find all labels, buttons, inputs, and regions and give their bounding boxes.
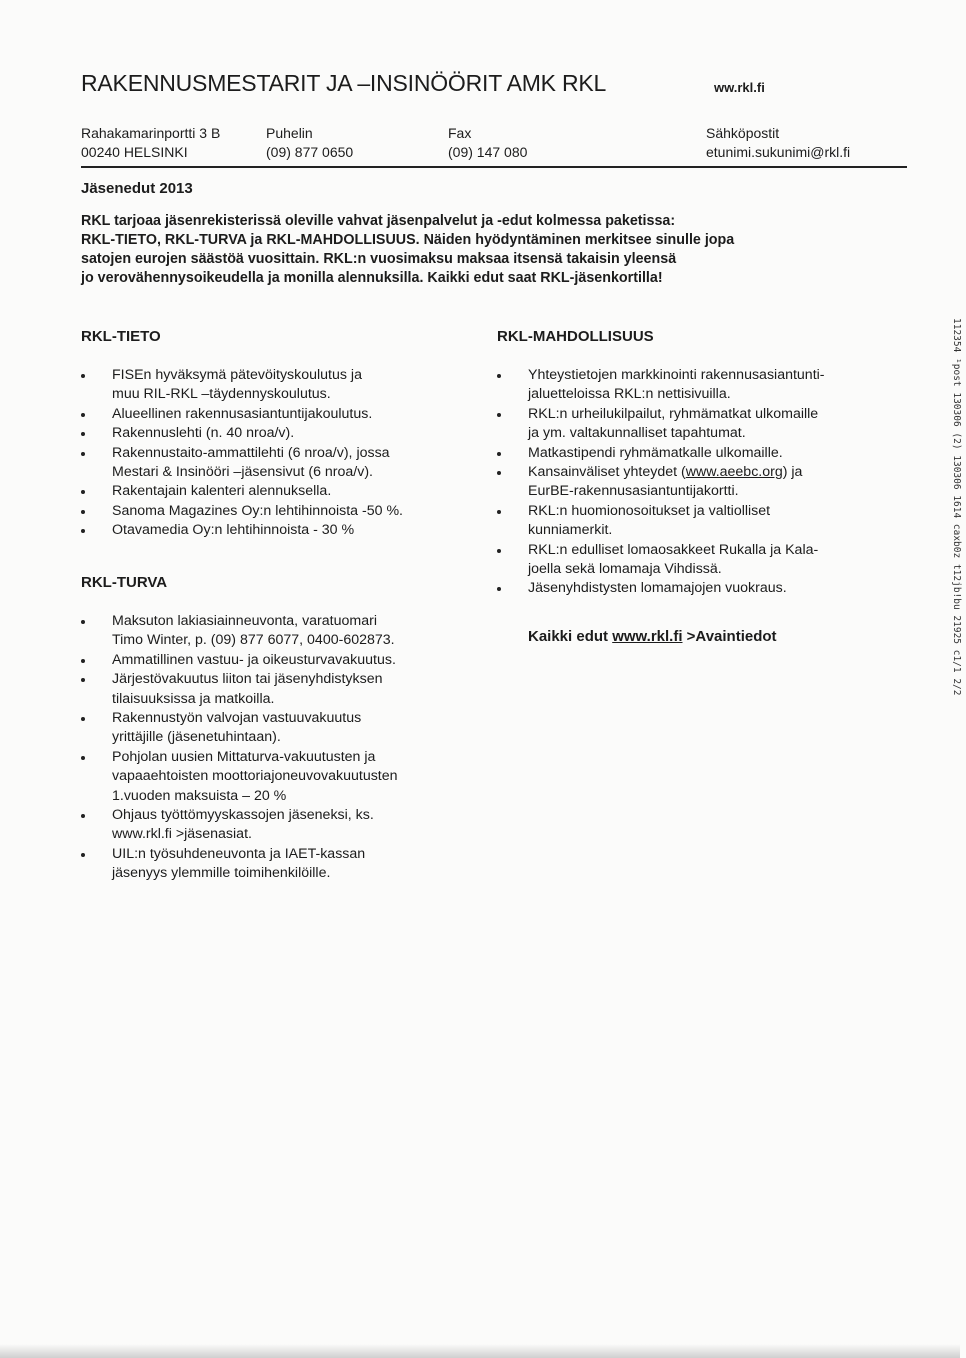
email-block — [706, 124, 850, 162]
list-item-text: muu RIL-RKL –täydennyskoulutus. — [112, 386, 331, 403]
list-item-text: RKL:n edulliset lomaosakkeet Rukalla ja Kala- — [528, 541, 819, 558]
all-benefits-line — [528, 628, 777, 645]
list-item — [497, 405, 897, 444]
list-item-text: Alueellinen rakennusasiantuntijakoulutus. — [112, 405, 373, 422]
list-item — [81, 651, 481, 670]
list-item-text: RKL:n huomionosoitukset ja valtiolliset — [528, 502, 771, 519]
list-item-text: kunniamerkit. — [528, 522, 613, 539]
list-item-text: Ammatillinen vastuu- ja oikeusturvavakuutus. — [112, 651, 396, 668]
list-item-text: Jäsenyhdistysten lomamajojen vuokraus. — [528, 580, 787, 597]
email-address[interactable]: etunimi.sukunimi@rkl.fi — [706, 144, 851, 160]
list-item — [81, 366, 481, 405]
intro-line: RKL tarjoaa jäsenrekisterissä oleville vahvat jäsenpalvelut ja -edut kolmessa paketissa: — [81, 213, 676, 229]
list-item-text: yrittäjille (jäsenetuhintaan). — [112, 729, 281, 746]
all-benefits-link[interactable]: www.rkl.fi — [612, 628, 683, 645]
list-item-text: jäsenyys ylemmille toimihenkilöille. — [112, 865, 331, 882]
list-item-text: FISEn hyväksymä pätevöityskoulutus ja — [112, 367, 362, 383]
intro-paragraph — [81, 212, 841, 288]
list-item-text: EurBE-rakennusasiantuntijakortti. — [528, 483, 739, 500]
tieto-benefits-list — [81, 366, 481, 541]
list-item-text: Timo Winter, p. (09) 877 6077, 0400-602873. — [112, 632, 395, 649]
list-item-text: Sanoma Magazines Oy:n lehtihinnoista -50 %. — [112, 502, 404, 519]
all-benefits-suffix: >Avaintiedot — [682, 628, 777, 645]
list-item — [497, 579, 897, 598]
list-item — [81, 612, 481, 651]
list-item — [81, 502, 481, 521]
fax-stamp-text: 112354 ¹post 130306 (2) 130306 1614 caxb0z t12jb!bu 21925 c1/1 2/2 — [951, 318, 962, 696]
list-item — [497, 463, 897, 502]
list-item-text: Matkastipendi ryhmämatkalle ulkomaille. — [528, 444, 783, 461]
intro-line: RKL-TIETO, RKL-TURVA ja RKL-MAHDOLLISUUS. Näiden hyödyntäminen merkitsee sinulle jopa — [81, 232, 735, 248]
list-item-text: RKL:n urheilukilpailut, ryhmämatkat ulkomaille — [528, 405, 819, 422]
list-item — [81, 709, 481, 748]
list-item-text: UIL:n työsuhdeneuvonta ja IAET-kassan — [112, 845, 366, 862]
list-item-text: jaluetteloissa RKL:n nettisivuilla. — [528, 386, 731, 403]
list-item — [497, 541, 897, 580]
website-url[interactable]: ww.rkl.fi — [714, 80, 765, 95]
list-item — [81, 845, 481, 884]
list-item-text: Rakennustyön valvojan vastuuvakuutus — [112, 710, 362, 727]
list-item-text: ja ym. valtakunnalliset tapahtumat. — [528, 425, 746, 442]
fax-stamp-margin — [948, 318, 966, 768]
list-item-text: www.rkl.fi >jäsenasiat. — [112, 826, 252, 843]
intro-line: jo verovähennysoikeudella ja monilla alennuksilla. Kaikki edut saat RKL-jäsenkortilla! — [81, 270, 663, 286]
list-item-text: Yhteystietojen markkinointi rakennusasiantunti- — [528, 367, 825, 383]
list-item — [497, 502, 897, 541]
list-item — [497, 366, 897, 405]
list-item — [497, 444, 897, 463]
phone-number: (09) 877 0650 — [266, 144, 354, 160]
address-city: 00240 HELSINKI — [81, 144, 188, 160]
mahdollisuus-heading: RKL-MAHDOLLISUUS — [497, 328, 654, 345]
list-item — [81, 806, 481, 845]
address-block — [81, 124, 220, 162]
phone-label: Puhelin — [266, 125, 313, 141]
list-item-text: Maksuton lakiasiainneuvonta, varatuomari — [112, 613, 377, 629]
list-item-text: tilaisuuksissa ja matkoilla. — [112, 690, 275, 707]
list-item — [81, 405, 481, 424]
list-item — [81, 482, 481, 501]
list-item — [81, 521, 481, 540]
list-item-text: Rakentajain kalenteri alennuksella. — [112, 483, 332, 500]
turva-benefits-list — [81, 612, 481, 884]
fax-label: Fax — [448, 125, 472, 141]
phone-block — [266, 124, 353, 162]
fax-number: (09) 147 080 — [448, 144, 528, 160]
list-item-text: 1.vuoden maksuista – 20 % — [112, 787, 287, 804]
list-item-text: vapaaehtoisten moottoriajoneuvovakuutusten — [112, 768, 398, 785]
address-street: Rahakamarinportti 3 B — [81, 125, 221, 141]
turva-heading: RKL-TURVA — [81, 574, 168, 591]
list-item — [81, 670, 481, 709]
list-item — [81, 444, 481, 483]
list-item-text: Kansainväliset yhteydet (www.aeebc.org) ja — [528, 464, 803, 481]
list-item-text: Ohjaus työttömyyskassojen jäseneksi, ks. — [112, 807, 374, 824]
list-item-text: joella sekä lomamaja Vihdissä. — [528, 561, 722, 578]
email-label: Sähköpostit — [706, 125, 780, 141]
list-item-text: Järjestövakuutus liiton tai jäsenyhdistyksen — [112, 671, 383, 688]
list-item-text: Pohjolan uusien Mittaturva-vakuutusten ja — [112, 748, 376, 765]
tieto-heading: RKL-TIETO — [81, 328, 161, 345]
all-benefits-prefix: Kaikki edut — [528, 628, 613, 645]
list-item-text: Mestari & Insinööri –jäsensivut (6 nroa/v). — [112, 464, 374, 481]
scan-edge — [0, 1344, 960, 1358]
document-title: RAKENNUSMESTARIT JA –INSINÖÖRIT AMK RKL — [81, 70, 607, 96]
intro-line: satojen eurojen säästöä vuosittain. RKL:n vuosimaksu maksaa itsensä takaisin yleensä — [81, 251, 677, 267]
section-heading: Jäsenedut 2013 — [81, 180, 193, 197]
list-item-text: Otavamedia Oy:n lehtihinnoista - 30 % — [112, 522, 355, 539]
mahdollisuus-benefits-list — [497, 366, 897, 599]
list-item-text: Rakennustaito-ammattilehti (6 nroa/v), jossa — [112, 444, 390, 461]
list-item — [81, 748, 481, 806]
list-item — [81, 424, 481, 443]
fax-block — [448, 124, 527, 162]
header-divider — [81, 166, 907, 168]
list-item-text: Rakennuslehti (n. 40 nroa/v). — [112, 425, 295, 442]
aeebc-link[interactable]: www.aeebc.org — [685, 464, 783, 481]
